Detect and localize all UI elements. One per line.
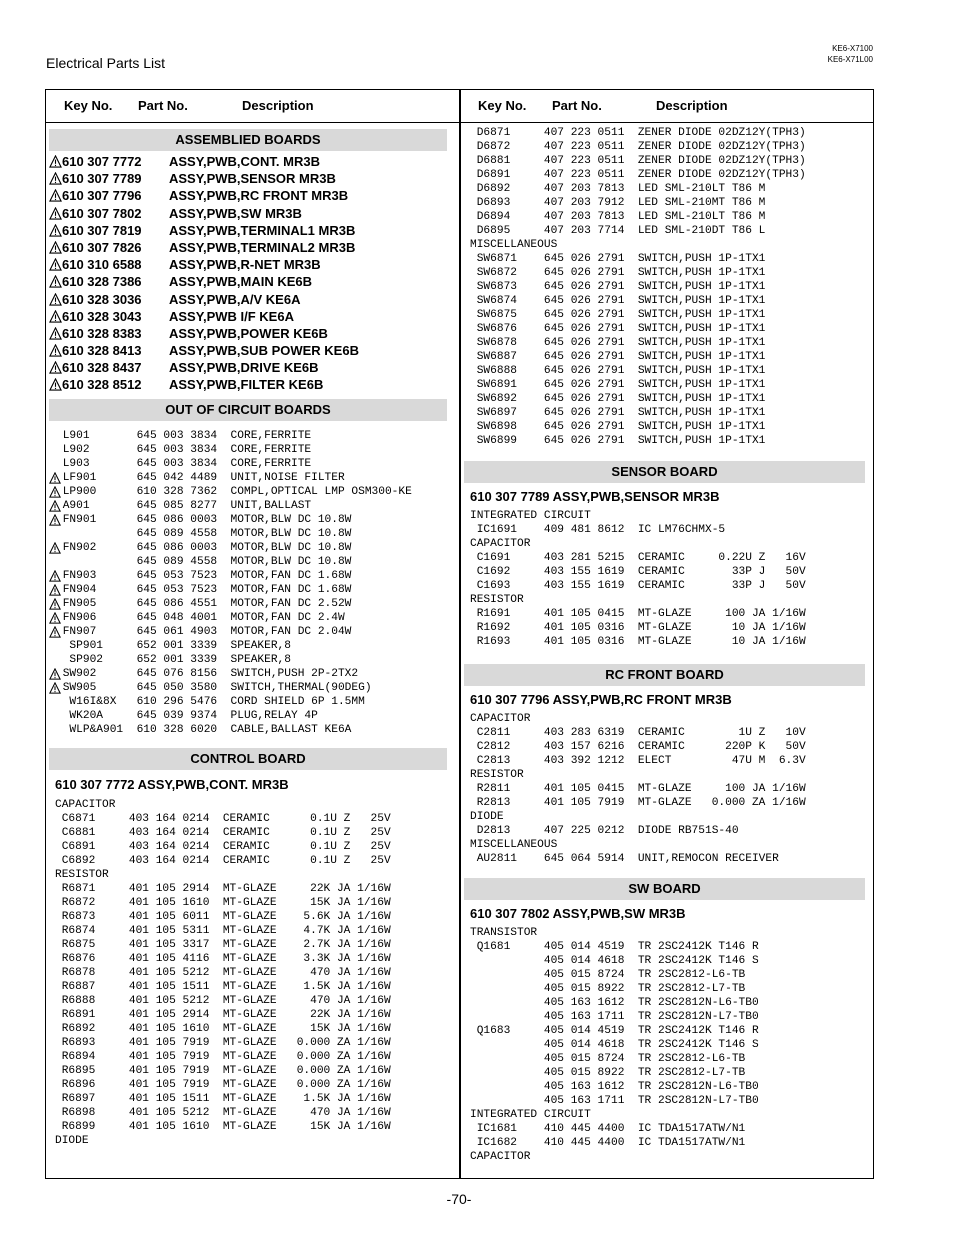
part-description: ASSY,PWB,CONT. MR3B [169, 154, 320, 169]
part-row: C1693 403 155 1619 CERAMIC 33P J 50V [470, 580, 806, 592]
part-row [49, 471, 447, 485]
part-row [49, 611, 447, 625]
part-row-text: W16I&8X 610 296 5476 CORD SHIELD 6P 1.5MM [56, 695, 365, 708]
assembly-row [49, 222, 447, 239]
part-row [49, 457, 447, 471]
model-code: KE6-X7100 [832, 44, 873, 53]
part-row [49, 625, 447, 639]
part-row: R6894 401 105 7919 MT-GLAZE 0.000 ZA 1/16W [55, 1050, 391, 1063]
part-row-text: FN903 645 053 7523 MOTOR,FAN DC 1.68W [56, 569, 352, 582]
part-row: SW6892 645 026 2791 SWITCH,PUSH 1P-1TX1 [470, 393, 766, 405]
part-row: D6871 407 223 0511 ZENER DIODE 02DZ12Y(TPH3) [470, 127, 806, 139]
part-row: R6878 401 105 5212 MT-GLAZE 470 JA 1/16W [55, 966, 391, 979]
part-row-text: L901 645 003 3834 CORE,FERRITE [56, 429, 312, 442]
warning-triangle-icon [49, 224, 62, 237]
part-number: 610 307 7789 [62, 171, 142, 187]
part-row: 405 015 8922 TR 2SC2812-L7-TB [470, 1067, 746, 1079]
board-subtitle: 610 307 7796 ASSY,PWB,RC FRONT MR3B [470, 692, 732, 707]
part-row [49, 527, 447, 541]
part-row-text: SW902 645 076 8156 SWITCH,PUSH 2P-2TX2 [56, 667, 359, 680]
part-row: SW6875 645 026 2791 SWITCH,PUSH 1P-1TX1 [470, 309, 766, 321]
part-number: 610 328 8413 [62, 343, 142, 359]
warning-triangle-icon [49, 241, 62, 254]
part-row [49, 443, 447, 457]
left-column [49, 129, 447, 1148]
part-row: C1692 403 155 1619 CERAMIC 33P J 50V [470, 566, 806, 578]
assembly-row [49, 325, 447, 342]
part-number: 610 307 7772 [62, 154, 142, 169]
part-row: 405 014 4618 TR 2SC2412K T146 S [470, 955, 759, 967]
category-label: CAPACITOR [470, 713, 531, 725]
part-row-text: WK20A 645 039 9374 PLUG,RELAY 4P [56, 709, 318, 722]
page-title: Electrical Parts List [46, 55, 166, 71]
warning-triangle-icon [49, 207, 62, 220]
part-row: SW6873 645 026 2791 SWITCH,PUSH 1P-1TX1 [470, 281, 766, 293]
part-row: C6892 403 164 0214 CERAMIC 0.1U Z 25V [55, 854, 391, 867]
assembly-row [49, 291, 447, 308]
part-row: SW6876 645 026 2791 SWITCH,PUSH 1P-1TX1 [470, 323, 766, 335]
part-row [49, 513, 447, 527]
category-label: CAPACITOR [470, 1151, 531, 1163]
section-title: SENSOR BOARD [464, 461, 865, 483]
part-row-text: FN905 645 086 4551 MOTOR,FAN DC 2.52W [56, 597, 352, 610]
header-desc: Description [242, 98, 314, 113]
part-row: C1691 403 281 5215 CERAMIC 0.22U Z 16V [470, 552, 806, 564]
part-row: AU2811 645 064 5914 UNIT,REMOCON RECEIVER [470, 853, 779, 865]
part-row [49, 555, 447, 569]
warning-triangle-icon [49, 275, 62, 288]
part-row: SW6899 645 026 2791 SWITCH,PUSH 1P-1TX1 [470, 435, 766, 447]
part-description: ASSY,PWB,POWER KE6B [169, 325, 328, 341]
assembly-row [49, 273, 447, 290]
control-board-continued-list [464, 126, 865, 448]
part-row: R6899 401 105 1610 MT-GLAZE 15K JA 1/16W [55, 1120, 391, 1133]
assembly-row [49, 376, 447, 393]
warning-triangle-icon [49, 155, 62, 168]
category-label: INTEGRATED CIRCUIT [470, 510, 591, 522]
header-desc: Description [656, 98, 728, 113]
sw-board-list [464, 926, 865, 1164]
part-row: R1692 401 105 0316 MT-GLAZE 10 JA 1/16W [470, 622, 806, 634]
part-row: SW6872 645 026 2791 SWITCH,PUSH 1P-1TX1 [470, 267, 766, 279]
part-row: D6881 407 223 0511 ZENER DIODE 02DZ12Y(TPH3) [470, 155, 806, 167]
sensor-board-list [464, 509, 865, 649]
section-title: SW BOARD [464, 878, 865, 900]
part-description: ASSY,PWB,FILTER KE6B [169, 377, 324, 393]
part-row: R6871 401 105 2914 MT-GLAZE 22K JA 1/16W [55, 882, 391, 895]
rc-front-board-list [464, 712, 865, 866]
warning-triangle-icon [49, 189, 62, 202]
part-row: C2812 403 157 6216 CERAMIC 220P K 50V [470, 741, 806, 753]
part-row-text: L902 645 003 3834 CORE,FERRITE [56, 443, 312, 456]
part-row-text: 645 089 4558 MOTOR,BLW DC 10.8W [56, 555, 352, 568]
left-column-header [46, 91, 459, 123]
part-row: SW6898 645 026 2791 SWITCH,PUSH 1P-1TX1 [470, 421, 766, 433]
part-row: IC1681 410 445 4400 IC TDA1517ATW/N1 [470, 1123, 746, 1135]
part-row: R6897 401 105 1511 MT-GLAZE 1.5K JA 1/16W [55, 1092, 391, 1105]
part-row: R1691 401 105 0415 MT-GLAZE 100 JA 1/16W [470, 608, 806, 620]
model-codes [828, 43, 873, 65]
part-row: SW6874 645 026 2791 SWITCH,PUSH 1P-1TX1 [470, 295, 766, 307]
header-key: Key No. [64, 98, 113, 113]
category-label: RESISTOR [470, 769, 524, 781]
part-row: SW6891 645 026 2791 SWITCH,PUSH 1P-1TX1 [470, 379, 766, 391]
part-row: R6893 401 105 7919 MT-GLAZE 0.000 ZA 1/16W [55, 1036, 391, 1049]
part-row [49, 597, 447, 611]
control-board-list [49, 798, 447, 1148]
board-subtitle: 610 307 7802 ASSY,PWB,SW MR3B [470, 906, 686, 921]
board-subtitle: 610 307 7772 ASSY,PWB,CONT. MR3B [55, 776, 289, 792]
category-label: RESISTOR [470, 594, 524, 606]
part-row: R6872 401 105 1610 MT-GLAZE 15K JA 1/16W [55, 896, 391, 909]
part-row: IC1691 409 481 8612 IC LM76CHMX-5 [470, 524, 726, 536]
part-number: 610 328 7386 [62, 274, 142, 290]
category-label: CAPACITOR [55, 798, 116, 811]
part-number: 610 328 3043 [62, 308, 142, 324]
part-row: D6894 407 203 7813 LED SML-210LT T86 M [470, 211, 766, 223]
category-label: MISCELLANEOUS [470, 839, 558, 851]
part-row-text: FN902 645 086 0003 MOTOR,BLW DC 10.8W [56, 541, 352, 554]
part-row: D6893 407 203 7912 LED SML-210MT T86 M [470, 197, 766, 209]
part-number: 610 310 6588 [62, 257, 142, 273]
right-column [464, 126, 865, 1164]
part-row: 405 163 1711 TR 2SC2812N-L7-TB0 [470, 1095, 759, 1107]
part-row-text: FN906 645 048 4001 MOTOR,FAN DC 2.4W [56, 611, 345, 624]
category-label: RESISTOR [55, 868, 109, 881]
part-row [49, 667, 447, 681]
part-row: R1693 401 105 0316 MT-GLAZE 10 JA 1/16W [470, 636, 806, 648]
part-row: 405 015 8724 TR 2SC2812-L6-TB [470, 1053, 746, 1065]
part-row: D6872 407 223 0511 ZENER DIODE 02DZ12Y(TPH3) [470, 141, 806, 153]
part-row: R6887 401 105 1511 MT-GLAZE 1.5K JA 1/16W [55, 980, 391, 993]
model-code: KE6-X71L00 [827, 55, 873, 64]
part-row: 405 015 8724 TR 2SC2812-L6-TB [470, 969, 746, 981]
assembly-row [49, 359, 447, 376]
part-number: 610 328 8383 [62, 325, 142, 341]
part-row: SW6897 645 026 2791 SWITCH,PUSH 1P-1TX1 [470, 407, 766, 419]
part-number: 610 307 7819 [62, 222, 142, 238]
part-row: D6895 407 203 7714 LED SML-210DT T86 L [470, 225, 766, 237]
category-label: MISCELLANEOUS [470, 239, 558, 251]
part-row: C6881 403 164 0214 CERAMIC 0.1U Z 25V [55, 826, 391, 839]
part-number: 610 328 8437 [62, 360, 142, 376]
warning-triangle-icon [49, 327, 62, 340]
part-row-text: SW905 645 050 3580 SWITCH,THERMAL(90DEG) [56, 681, 372, 694]
part-row: C6891 403 164 0214 CERAMIC 0.1U Z 25V [55, 840, 391, 853]
part-row: Q1683 405 014 4519 TR 2SC2412K T146 R [470, 1025, 759, 1037]
part-description: ASSY,PWB,TERMINAL1 MR3B [169, 222, 356, 238]
part-number: 610 307 7802 [62, 205, 142, 221]
part-row [49, 499, 447, 513]
part-row: R6874 401 105 5311 MT-GLAZE 4.7K JA 1/16W [55, 924, 391, 937]
part-row: R2813 401 105 7919 MT-GLAZE 0.000 ZA 1/16W [470, 797, 806, 809]
part-description: ASSY,PWB,SW MR3B [169, 205, 302, 221]
assembly-row [49, 342, 447, 359]
assembly-row [49, 308, 447, 325]
part-row-text: LP900 610 328 7362 COMPL,OPTICAL LMP OSM300-KE [56, 485, 412, 498]
part-row [49, 709, 447, 723]
assembly-row [49, 170, 447, 187]
part-row-text: 645 089 4558 MOTOR,BLW DC 10.8W [56, 527, 352, 540]
category-label: DIODE [470, 811, 504, 823]
part-row: 405 014 4618 TR 2SC2412K T146 S [470, 1039, 759, 1051]
part-description: ASSY,PWB,RC FRONT MR3B [169, 188, 349, 204]
part-description: ASSY,PWB,SUB POWER KE6B [169, 343, 359, 359]
part-row: R6898 401 105 5212 MT-GLAZE 470 JA 1/16W [55, 1106, 391, 1119]
part-row: R6891 401 105 2914 MT-GLAZE 22K JA 1/16W [55, 1008, 391, 1021]
header-part: Part No. [552, 98, 602, 113]
part-row [49, 569, 447, 583]
part-row [49, 583, 447, 597]
part-row [49, 653, 447, 667]
warning-triangle-icon [49, 344, 62, 357]
header-key: Key No. [478, 98, 527, 113]
part-row [49, 639, 447, 653]
section-title: CONTROL BOARD [49, 748, 447, 770]
part-row-text: FN904 645 053 7523 MOTOR,FAN DC 1.68W [56, 583, 352, 596]
part-row-text: WLP&A901 610 328 6020 CABLE,BALLAST KE6A [56, 723, 352, 736]
assembly-row [49, 187, 447, 204]
part-number: 610 307 7796 [62, 188, 142, 204]
part-row: SW6887 645 026 2791 SWITCH,PUSH 1P-1TX1 [470, 351, 766, 363]
part-row: 405 015 8922 TR 2SC2812-L7-TB [470, 983, 746, 995]
part-row: SW6871 645 026 2791 SWITCH,PUSH 1P-1TX1 [470, 253, 766, 265]
page-number: -70- [446, 1191, 472, 1207]
warning-triangle-icon [49, 378, 62, 391]
right-column-header [461, 91, 873, 123]
part-row: SW6878 645 026 2791 SWITCH,PUSH 1P-1TX1 [470, 337, 766, 349]
board-subtitle: 610 307 7789 ASSY,PWB,SENSOR MR3B [470, 489, 720, 504]
part-row: R6896 401 105 7919 MT-GLAZE 0.000 ZA 1/16W [55, 1078, 391, 1091]
part-row: 405 163 1612 TR 2SC2812N-L6-TB0 [470, 1081, 759, 1093]
part-row: R6873 401 105 6011 MT-GLAZE 5.6K JA 1/16W [55, 910, 391, 923]
part-row [49, 485, 447, 499]
part-row: D6891 407 223 0511 ZENER DIODE 02DZ12Y(TPH3) [470, 169, 806, 181]
part-row: R6875 401 105 3317 MT-GLAZE 2.7K JA 1/16W [55, 938, 391, 951]
assembled-boards-list [49, 153, 447, 394]
header-part: Part No. [138, 98, 188, 113]
part-description: ASSY,PWB,TERMINAL2 MR3B [169, 239, 356, 255]
assembly-row [49, 256, 447, 273]
warning-triangle-icon [49, 258, 62, 271]
part-row: Q1681 405 014 4519 TR 2SC2412K T146 R [470, 941, 759, 953]
category-label: INTEGRATED CIRCUIT [470, 1109, 591, 1121]
part-description: ASSY,PWB I/F KE6A [169, 308, 294, 324]
part-row: R6895 401 105 7919 MT-GLAZE 0.000 ZA 1/16W [55, 1064, 391, 1077]
part-row: R2811 401 105 0415 MT-GLAZE 100 JA 1/16W [470, 783, 806, 795]
part-description: ASSY,PWB,DRIVE KE6B [169, 360, 319, 376]
part-description: ASSY,PWB,MAIN KE6B [169, 274, 313, 290]
column-divider [459, 89, 461, 1179]
category-label: DIODE [55, 1134, 89, 1147]
part-row-text: SP901 652 001 3339 SPEAKER,8 [56, 639, 291, 652]
part-row: SW6888 645 026 2791 SWITCH,PUSH 1P-1TX1 [470, 365, 766, 377]
part-description: ASSY,PWB,SENSOR MR3B [169, 171, 336, 187]
part-row-text: L903 645 003 3834 CORE,FERRITE [56, 457, 312, 470]
section-title: ASSEMBLIED BOARDS [49, 129, 447, 151]
part-row: IC1682 410 445 4400 IC TDA1517ATW/N1 [470, 1137, 746, 1149]
part-number: 610 328 3036 [62, 291, 142, 307]
part-row-text: FN901 645 086 0003 MOTOR,BLW DC 10.8W [56, 513, 352, 526]
part-row: R6888 401 105 5212 MT-GLAZE 470 JA 1/16W [55, 994, 391, 1007]
part-row: 405 163 1612 TR 2SC2812N-L6-TB0 [470, 997, 759, 1009]
part-row [49, 541, 447, 555]
part-row [49, 429, 447, 443]
warning-triangle-icon [49, 310, 62, 323]
part-row: C6871 403 164 0214 CERAMIC 0.1U Z 25V [55, 812, 391, 825]
part-row: 405 163 1711 TR 2SC2812N-L7-TB0 [470, 1011, 759, 1023]
warning-triangle-icon [49, 172, 62, 185]
assembly-row [49, 153, 447, 170]
part-row [49, 681, 447, 695]
part-row-text: LF901 645 042 4489 UNIT,NOISE FILTER [56, 471, 345, 484]
out-of-circuit-list [49, 429, 447, 737]
part-number: 610 328 8512 [62, 377, 142, 393]
part-row [49, 695, 447, 709]
part-row-text: FN907 645 061 4903 MOTOR,FAN DC 2.04W [56, 625, 352, 638]
part-row: D2813 407 225 0212 DIODE RB751S-40 [470, 825, 739, 837]
part-row-text: SP902 652 001 3339 SPEAKER,8 [56, 653, 291, 666]
part-row: R6876 401 105 4116 MT-GLAZE 3.3K JA 1/16W [55, 952, 391, 965]
part-row: D6892 407 203 7813 LED SML-210LT T86 M [470, 183, 766, 195]
section-title: OUT OF CIRCUIT BOARDS [49, 399, 447, 421]
category-label: TRANSISTOR [470, 927, 538, 939]
part-description: ASSY,PWB,A/V KE6A [169, 291, 301, 307]
part-number: 610 307 7826 [62, 239, 142, 255]
part-row: R6892 401 105 1610 MT-GLAZE 15K JA 1/16W [55, 1022, 391, 1035]
section-title: RC FRONT BOARD [464, 664, 865, 686]
part-row-text: A901 645 085 8277 UNIT,BALLAST [56, 499, 312, 512]
part-row [49, 723, 447, 737]
part-row: C2813 403 392 1212 ELECT 47U M 6.3V [470, 755, 806, 767]
warning-triangle-icon [49, 361, 62, 374]
warning-triangle-icon [49, 293, 62, 306]
category-label: CAPACITOR [470, 538, 531, 550]
assembly-row [49, 239, 447, 256]
assembly-row [49, 205, 447, 222]
part-row: C2811 403 283 6319 CERAMIC 1U Z 10V [470, 727, 806, 739]
part-description: ASSY,PWB,R-NET MR3B [169, 257, 321, 273]
